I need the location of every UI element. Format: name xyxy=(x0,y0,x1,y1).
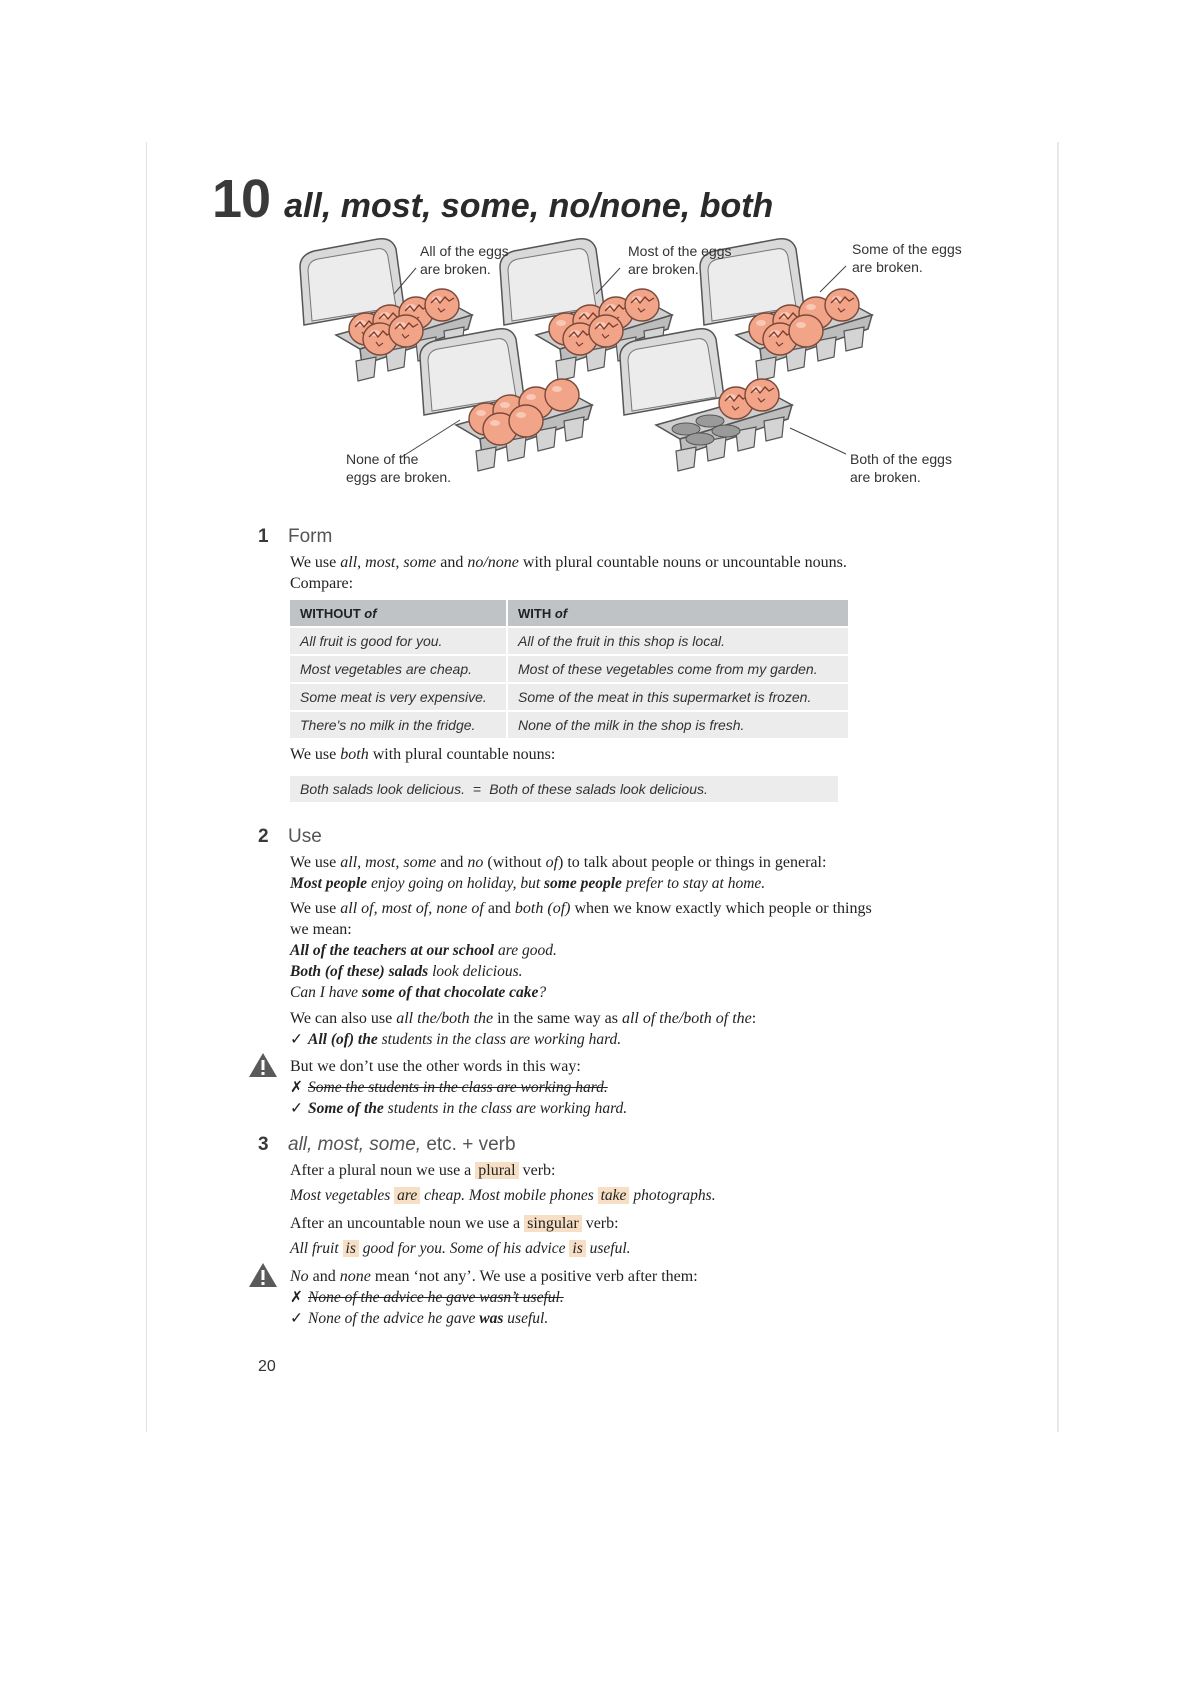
form-intro: We use all, most, some and no/none with plural countable nouns or uncountable nouns. xyxy=(290,554,847,571)
both-example: Both salads look delicious. = Both of these salads look delicious. xyxy=(290,776,838,802)
use-example-1: Most people enjoy going on holiday, but some people prefer to stay at home. xyxy=(290,875,766,892)
warning-icon xyxy=(248,1052,278,1078)
label-both: Both of the eggs are broken. xyxy=(850,451,952,485)
cross-mark-icon: ✗ xyxy=(290,1289,303,1306)
use-example-3: ✓ All (of) the students in the class are working hard. xyxy=(290,1031,622,1048)
table-row: There's no milk in the fridge. None of the milk in the shop is fresh. xyxy=(290,711,848,738)
table-row: All fruit is good for you. All of the fruit in this shop is local. xyxy=(290,627,848,655)
verb-right-example: ✓ None of the advice he gave was useful. xyxy=(290,1310,549,1327)
use-wrong-example: ✗ Some the students in the class are working hard. xyxy=(290,1079,608,1096)
warning-icon xyxy=(248,1262,278,1288)
label-some: Some of the eggs are broken. xyxy=(852,241,962,275)
form-compare: Compare: xyxy=(290,575,354,592)
check-mark-icon: ✓ xyxy=(290,1310,303,1327)
verb-para-3: No and none mean ‘not any’. We use a positive verb after them: xyxy=(290,1268,698,1285)
verb-para-2: After an uncountable noun we use a singular verb: xyxy=(290,1215,619,1232)
table-row: Some meat is very expensive. Some of the meat in this supermarket is frozen. xyxy=(290,683,848,711)
use-para-3: We can also use all the/both the in the same way as all of the/both of the: xyxy=(290,1010,757,1027)
compare-table xyxy=(290,600,848,738)
both-intro: We use both with plural countable nouns: xyxy=(290,746,556,763)
use-para-1: We use all, most, some and no (without of) to talk about people or things in general: xyxy=(290,854,827,871)
header-with-of: WITH of xyxy=(507,600,848,627)
page-edge-left xyxy=(146,142,147,1432)
cross-mark-icon: ✗ xyxy=(290,1079,303,1096)
egg-boxes-illustration xyxy=(290,232,990,512)
section-1-heading: 1 Form xyxy=(258,526,333,547)
check-mark-icon: ✓ xyxy=(290,1031,303,1048)
use-example-2c: Can I have some of that chocolate cake? xyxy=(290,984,547,1001)
pointer-line xyxy=(820,266,846,292)
use-example-2b: Both (of these) salads look delicious. xyxy=(290,963,523,980)
unit-title xyxy=(212,168,773,230)
use-warning-text: But we don’t use the other words in this way: xyxy=(290,1058,581,1075)
verb-example-1: Most vegetables are cheap. Most mobile phones take photographs. xyxy=(290,1187,716,1204)
use-para-2b: we mean: xyxy=(290,921,352,938)
check-mark-icon: ✓ xyxy=(290,1100,303,1117)
table-row: Most vegetables are cheap. Most of these vegetables come from my garden. xyxy=(290,655,848,683)
label-all: All of the eggs are broken. xyxy=(420,243,509,277)
verb-wrong-example: ✗ None of the advice he gave wasn’t useful. xyxy=(290,1289,564,1306)
page-edge-right xyxy=(1057,142,1059,1432)
pointer-line xyxy=(790,428,846,454)
header-without-of: WITHOUT of xyxy=(290,600,507,627)
unit-heading: all, most, some, no/none, both xyxy=(284,187,774,225)
label-none: None of the eggs are broken. xyxy=(346,451,452,485)
section-3-heading: 3 all, most, some, etc. + verb xyxy=(258,1134,516,1155)
verb-para-1: After a plural noun we use a plural verb: xyxy=(290,1162,556,1179)
label-most: Most of the eggs are broken. xyxy=(628,243,732,277)
verb-example-2: All fruit is good for you. Some of his advice is useful. xyxy=(290,1240,631,1257)
unit-number: 10 xyxy=(212,169,271,229)
use-example-2a: All of the teachers at our school are good. xyxy=(290,942,557,959)
section-2-heading: 2 Use xyxy=(258,826,322,847)
page-number: 20 xyxy=(258,1358,276,1375)
use-right-example: ✓ Some of the students in the class are working hard. xyxy=(290,1100,628,1117)
use-para-2: We use all of, most of, none of and both (of) when we know exactly which people or things xyxy=(290,900,872,917)
